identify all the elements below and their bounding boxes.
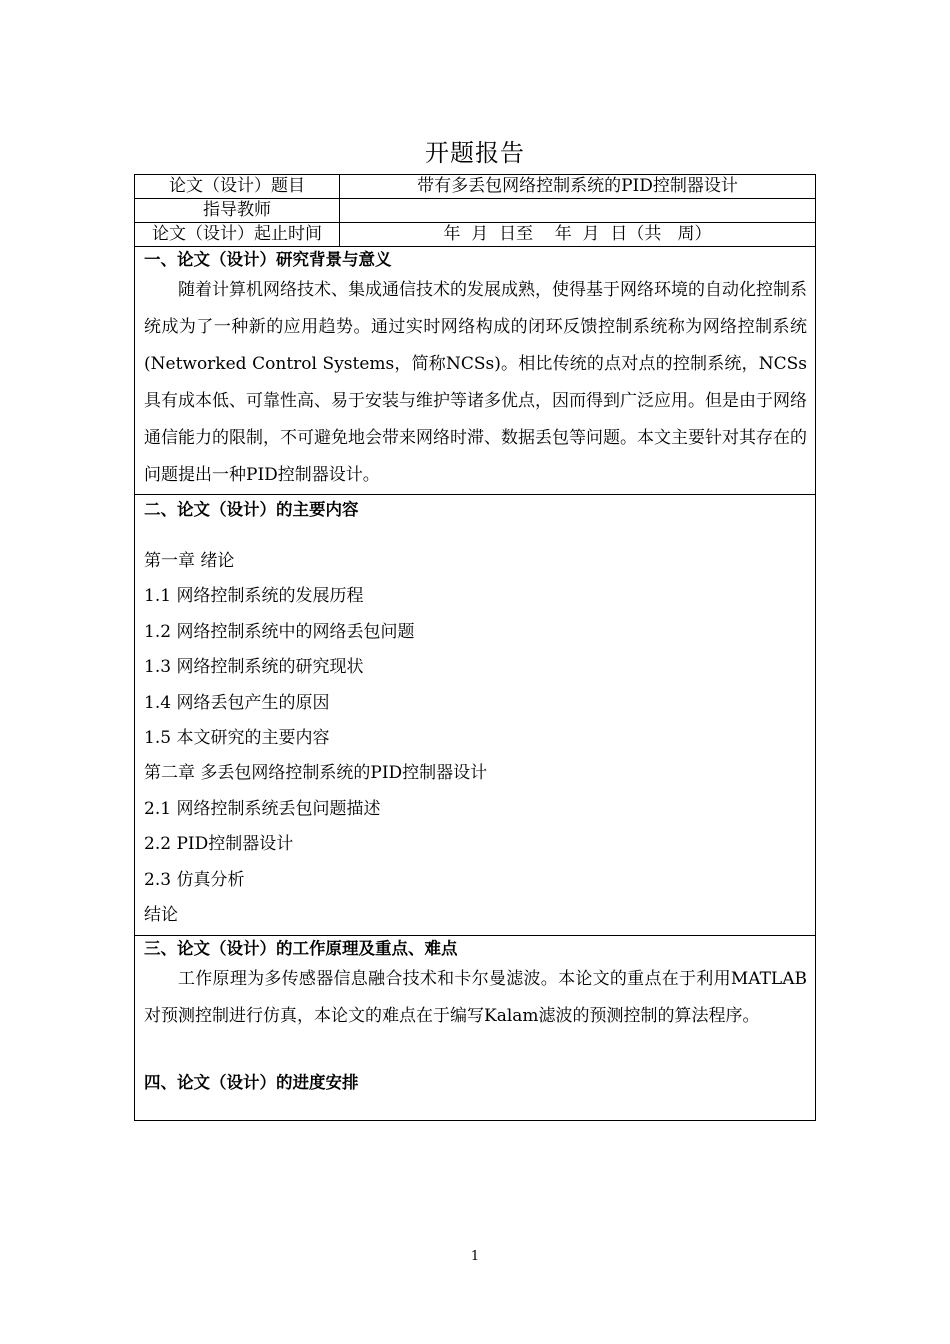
- list-item: 1.4 网络丢包产生的原因: [144, 692, 330, 713]
- section-principle-heading: 三、论文（设计）的工作原理及重点、难点: [144, 939, 458, 958]
- list-item: 结论: [144, 905, 178, 926]
- page-number: 1: [470, 1249, 480, 1264]
- section-principle-text: 工作原理为多传感器信息融合技术和卡尔曼滤波。本论文的重点在于利用MATLAB对预测控制进行仿真，本论文的难点在于编写Kalam滤波的预测控制的算法程序。: [144, 969, 807, 1026]
- content-outline-list: [144, 544, 807, 933]
- list-item: 第一章 绪论: [144, 551, 235, 571]
- label-thesis-title: 论文（设计）题目: [135, 175, 340, 199]
- value-advisor: [340, 199, 816, 223]
- section-background: [135, 247, 816, 495]
- page-title: 开题报告: [425, 139, 525, 167]
- label-period: 论文（设计）起止时间: [135, 223, 340, 247]
- list-item: 1.5 本文研究的主要内容: [144, 728, 330, 749]
- section-content-heading: 二、论文（设计）的主要内容: [144, 500, 359, 519]
- section-content: [135, 495, 816, 936]
- section-background-heading: 一、论文（设计）研究背景与意义: [144, 250, 392, 269]
- value-period: 年 月 日至 年 月 日（共 周）: [340, 223, 816, 247]
- label-advisor: 指导教师: [135, 199, 340, 223]
- list-item: 1.2 网络控制系统中的网络丢包问题: [144, 621, 415, 642]
- section-schedule-heading: 四、论文（设计）的进度安排: [144, 1073, 359, 1092]
- list-item: 第二章 多丢包网络控制系统的PID控制器设计: [144, 763, 488, 784]
- section-principle: [135, 936, 816, 1121]
- info-row-period: [135, 223, 816, 247]
- list-item: 2.3 仿真分析: [144, 869, 245, 890]
- proposal-form-table: [134, 174, 816, 1121]
- list-item: 1.3 网络控制系统的研究现状: [144, 657, 364, 678]
- value-thesis-title: 带有多丢包网络控制系统的PID控制器设计: [340, 175, 816, 199]
- info-row-advisor: [135, 199, 816, 223]
- info-row-title: [135, 175, 816, 199]
- section-background-text: 随着计算机网络技术、集成通信技术的发展成熟，使得基于网络环境的自动化控制系统成为了一种新的应用趋势。通过实时网络构成的闭环反馈控制系统称为网络控制系统(Networked Control Systems，简称NCSs)。相比传统的点对点的控制系统，NCSs具有成本低、可靠性高、易于安装与维护等诸多优点，因而得到广泛应用。但是由于网络通信能力的限制，不可避免地会带来网络时滞、数据丢包等问题。本文主要针对其存在的问题提出一种PID控制器设计。: [144, 280, 807, 485]
- list-item: 2.1 网络控制系统丢包问题描述: [144, 798, 381, 819]
- list-item: 2.2 PID控制器设计: [144, 834, 294, 855]
- list-item: 1.1 网络控制系统的发展历程: [144, 586, 364, 607]
